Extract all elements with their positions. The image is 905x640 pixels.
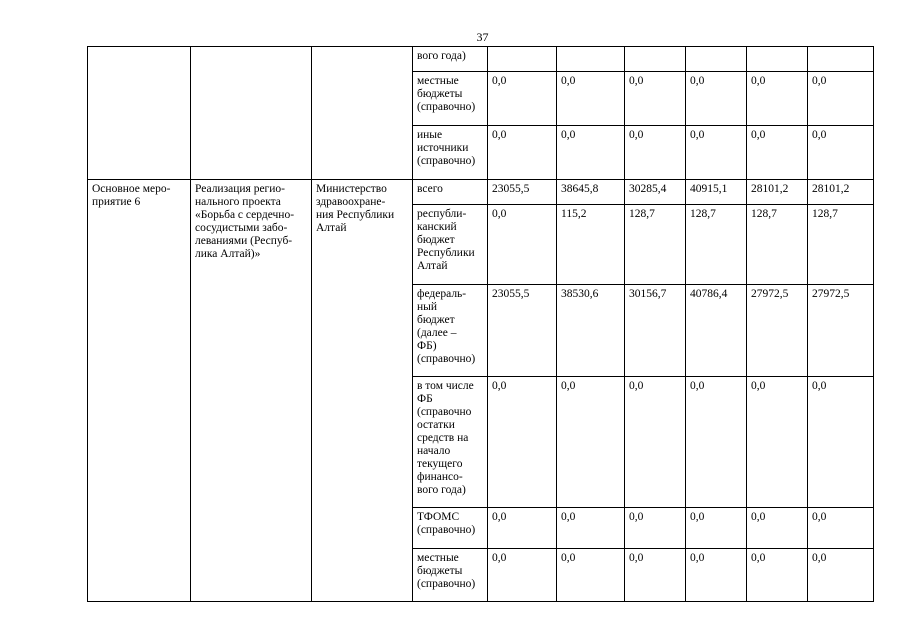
empty-cell	[312, 47, 413, 180]
table-row	[88, 47, 874, 72]
value-cell: 27972,5	[747, 285, 808, 377]
value-cell: 0,0	[488, 549, 557, 602]
value-cell: 0,0	[747, 72, 808, 126]
value-cell: 0,0	[625, 549, 686, 602]
value-cell: 0,0	[686, 126, 747, 180]
value-cell: 40786,4	[686, 285, 747, 377]
source-label: всего	[413, 180, 488, 205]
table-row	[88, 180, 874, 205]
value-cell: 0,0	[686, 377, 747, 508]
value-cell: 0,0	[488, 508, 557, 549]
value-cell: 0,0	[557, 377, 625, 508]
value-cell	[488, 47, 557, 72]
value-cell: 0,0	[557, 126, 625, 180]
value-cell: 0,0	[747, 549, 808, 602]
value-cell: 0,0	[557, 549, 625, 602]
value-cell: 0,0	[625, 377, 686, 508]
value-cell: 0,0	[808, 72, 874, 126]
value-cell: 40915,1	[686, 180, 747, 205]
value-cell: 128,7	[808, 205, 874, 285]
source-label: местные бюджеты (справочно)	[413, 72, 488, 126]
budget-table	[87, 46, 874, 602]
value-cell: 0,0	[488, 205, 557, 285]
source-label: федераль- ный бюджет (далее – ФБ) (справочно)	[413, 285, 488, 377]
value-cell: 128,7	[625, 205, 686, 285]
value-cell: 28101,2	[747, 180, 808, 205]
value-cell: 23055,5	[488, 285, 557, 377]
value-cell	[747, 47, 808, 72]
value-cell: 28101,2	[808, 180, 874, 205]
value-cell: 128,7	[747, 205, 808, 285]
value-cell: 0,0	[747, 126, 808, 180]
value-cell: 0,0	[488, 377, 557, 508]
value-cell: 30156,7	[625, 285, 686, 377]
value-cell: 0,0	[686, 549, 747, 602]
value-cell	[686, 47, 747, 72]
value-cell: 0,0	[808, 126, 874, 180]
value-cell: 128,7	[686, 205, 747, 285]
source-label: республи- канский бюджет Республики Алтай	[413, 205, 488, 285]
value-cell: 0,0	[686, 508, 747, 549]
value-cell: 0,0	[488, 72, 557, 126]
empty-cell	[191, 47, 312, 180]
source-label: ТФОМС (справочно)	[413, 508, 488, 549]
source-label: в том числе ФБ (справочно остатки средств на начало текущего финансо- вого года)	[413, 377, 488, 508]
value-cell: 0,0	[557, 508, 625, 549]
value-cell: 23055,5	[488, 180, 557, 205]
value-cell	[808, 47, 874, 72]
value-cell: 0,0	[686, 72, 747, 126]
value-cell: 0,0	[488, 126, 557, 180]
value-cell: 0,0	[625, 508, 686, 549]
value-cell: 0,0	[747, 508, 808, 549]
source-label: вого года)	[413, 47, 488, 72]
value-cell: 0,0	[747, 377, 808, 508]
value-cell	[557, 47, 625, 72]
value-cell: 0,0	[625, 126, 686, 180]
activity-name: Основное меро- приятие 6	[88, 180, 191, 602]
value-cell: 115,2	[557, 205, 625, 285]
value-cell: 38645,8	[557, 180, 625, 205]
page-number: 37	[476, 30, 489, 44]
value-cell	[625, 47, 686, 72]
value-cell: 0,0	[808, 549, 874, 602]
value-cell: 27972,5	[808, 285, 874, 377]
value-cell: 0,0	[808, 508, 874, 549]
value-cell: 0,0	[808, 377, 874, 508]
value-cell: 38530,6	[557, 285, 625, 377]
source-label: иные источники (справочно)	[413, 126, 488, 180]
empty-cell	[88, 47, 191, 180]
value-cell: 0,0	[625, 72, 686, 126]
value-cell: 30285,4	[625, 180, 686, 205]
source-label: местные бюджеты (справочно)	[413, 549, 488, 602]
value-cell: 0,0	[557, 72, 625, 126]
activity-description: Реализация регио- нального проекта «Борьба с сердечно- сосудистыми забо- леваниями (Респуб- лика Алтай)»	[191, 180, 312, 602]
activity-executor: Министерство здравоохране- ния Республики Алтай	[312, 180, 413, 602]
